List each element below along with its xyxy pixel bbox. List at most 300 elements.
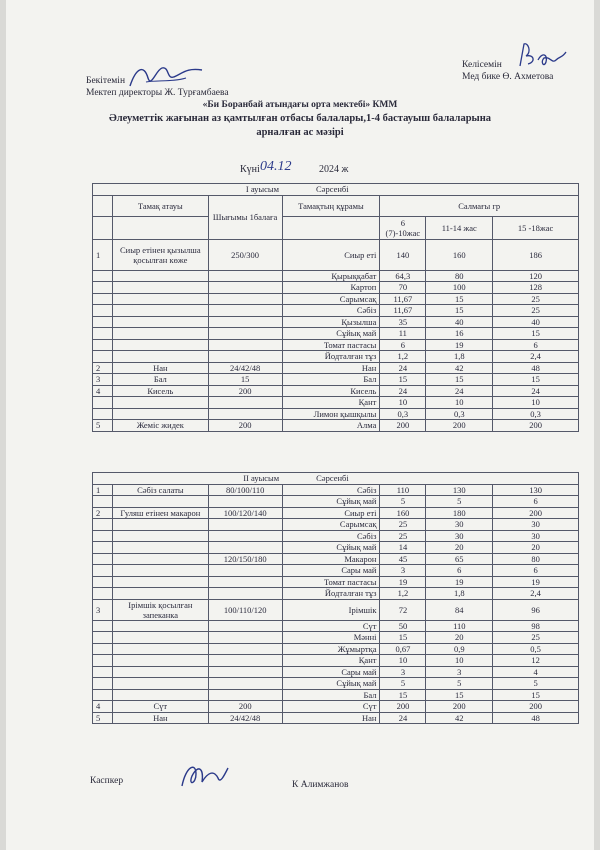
weight-11-14: 160	[426, 239, 493, 270]
row-number: 4	[93, 701, 113, 713]
weight-15-18: 128	[493, 282, 579, 294]
row-number	[93, 519, 113, 531]
cook-name: К Алимжанов	[292, 780, 349, 790]
portion	[208, 397, 282, 409]
dish-name: Гуляш етінен макарон	[112, 507, 208, 519]
col-header-ingredients: Тамақтың құрамы	[282, 195, 380, 216]
portion	[208, 270, 282, 282]
table-row	[93, 632, 579, 644]
portion	[208, 519, 282, 531]
weight-15-18: 6	[493, 339, 579, 351]
dish-name	[112, 643, 208, 655]
ingredient: Картоп	[282, 282, 380, 294]
row-number	[93, 305, 113, 317]
table-row	[93, 397, 579, 409]
weight-11-14: 3	[426, 666, 493, 678]
ingredient: Сәбіз	[282, 484, 380, 496]
weight-11-14: 30	[426, 519, 493, 531]
dish-name: Жеміс жидек	[112, 420, 208, 432]
row-number: 2	[93, 362, 113, 374]
row-number	[93, 316, 113, 328]
row-number	[93, 282, 113, 294]
weight-15-18: 24	[493, 385, 579, 397]
row-number: 5	[93, 712, 113, 724]
weight-11-14: 30	[426, 530, 493, 542]
weight-15-18: 25	[493, 305, 579, 317]
weight-15-18: 0,5	[493, 643, 579, 655]
weight-15-18: 186	[493, 239, 579, 270]
weight-6-10: 0,67	[380, 643, 426, 655]
weight-6-10: 11,67	[380, 293, 426, 305]
portion	[208, 542, 282, 554]
ingredient: Сүт	[282, 620, 380, 632]
row-number: 3	[93, 374, 113, 386]
age-row	[93, 216, 579, 239]
dish-name: Сүт	[112, 701, 208, 713]
table-row	[93, 643, 579, 655]
weight-11-14: 20	[426, 542, 493, 554]
weight-11-14: 19	[426, 339, 493, 351]
weight-15-18: 2,4	[493, 588, 579, 600]
weight-6-10: 11,67	[380, 305, 426, 317]
shift-row	[93, 473, 579, 485]
dish-name	[112, 666, 208, 678]
weight-15-18: 6	[493, 565, 579, 577]
ingredient: Сарымсақ	[282, 293, 380, 305]
portion	[208, 496, 282, 508]
weight-6-10: 1,2	[380, 588, 426, 600]
weight-15-18: 96	[493, 599, 579, 620]
age-header-2: 11-14 жас	[426, 216, 493, 239]
table-row	[93, 305, 579, 317]
ingredient: Йодталған тұз	[282, 351, 380, 363]
cook-signature	[174, 756, 234, 796]
row-number	[93, 270, 113, 282]
weight-11-14: 16	[426, 328, 493, 340]
dish-name	[112, 397, 208, 409]
table-row	[93, 293, 579, 305]
weight-15-18: 25	[493, 632, 579, 644]
weight-11-14: 15	[426, 293, 493, 305]
dish-name	[112, 351, 208, 363]
portion	[208, 565, 282, 577]
weight-6-10: 19	[380, 576, 426, 588]
cook-label: Каспкер	[90, 776, 124, 786]
weight-11-14: 0,9	[426, 643, 493, 655]
weight-11-14: 10	[426, 655, 493, 667]
weight-15-18: 15	[493, 374, 579, 386]
row-number: 5	[93, 420, 113, 432]
portion	[208, 632, 282, 644]
table-row	[93, 316, 579, 328]
weight-15-18: 15	[493, 689, 579, 701]
portion	[208, 643, 282, 655]
col-header-dish: Тамақ атауы	[112, 195, 208, 216]
ingredient: Нан	[282, 712, 380, 724]
dish-name	[112, 542, 208, 554]
weight-11-14: 19	[426, 576, 493, 588]
weight-11-14: 15	[426, 374, 493, 386]
dish-name	[112, 689, 208, 701]
weight-15-18: 40	[493, 316, 579, 328]
header-row	[93, 195, 579, 216]
ingredient: Томат пастасы	[282, 576, 380, 588]
agreed-label: Келісемін	[462, 60, 502, 70]
dish-name	[112, 565, 208, 577]
weight-11-14: 130	[426, 484, 493, 496]
weight-15-18: 98	[493, 620, 579, 632]
weight-6-10: 45	[380, 553, 426, 565]
weight-11-14: 10	[426, 397, 493, 409]
weight-11-14: 40	[426, 316, 493, 328]
weight-11-14: 24	[426, 385, 493, 397]
dish-name	[112, 339, 208, 351]
weight-15-18: 10	[493, 397, 579, 409]
portion	[208, 316, 282, 328]
ingredient: Сиыр еті	[282, 239, 380, 270]
weight-6-10: 5	[380, 678, 426, 690]
row-number	[93, 530, 113, 542]
weight-6-10: 200	[380, 701, 426, 713]
dish-name: Сәбіз салаты	[112, 484, 208, 496]
ingredient: Сұйық май	[282, 328, 380, 340]
dish-name	[112, 408, 208, 420]
date-label: Күні	[240, 164, 260, 175]
weight-15-18: 200	[493, 420, 579, 432]
dish-name: Ірімшік қосылған запеканка	[112, 599, 208, 620]
table-row	[93, 599, 579, 620]
weight-11-14: 1,8	[426, 351, 493, 363]
table-row	[93, 374, 579, 386]
director-signature	[126, 58, 206, 92]
weight-6-10: 140	[380, 239, 426, 270]
weight-6-10: 15	[380, 374, 426, 386]
table-row	[93, 689, 579, 701]
table-row	[93, 484, 579, 496]
ingredient: Сұйық май	[282, 678, 380, 690]
dish-name	[112, 328, 208, 340]
table-row	[93, 553, 579, 565]
ingredient: Ірімшік	[282, 599, 380, 620]
weight-6-10: 64,3	[380, 270, 426, 282]
weight-15-18: 120	[493, 270, 579, 282]
dish-name	[112, 496, 208, 508]
weight-6-10: 11	[380, 328, 426, 340]
portion	[208, 282, 282, 294]
nurse-line: Мед бике Ө. Ахметова	[462, 72, 554, 82]
weight-15-18: 12	[493, 655, 579, 667]
weight-6-10: 3	[380, 565, 426, 577]
dish-name	[112, 576, 208, 588]
table-row	[93, 282, 579, 294]
weight-15-18: 4	[493, 666, 579, 678]
age-header-3: 15 -18жас	[493, 216, 579, 239]
table-row	[93, 655, 579, 667]
portion	[208, 408, 282, 420]
weight-6-10: 5	[380, 496, 426, 508]
row-number	[93, 576, 113, 588]
weight-6-10: 160	[380, 507, 426, 519]
title-line-3: арналған ас мәзірі	[256, 127, 344, 138]
weight-6-10: 1,2	[380, 351, 426, 363]
portion	[208, 339, 282, 351]
row-number	[93, 542, 113, 554]
ingredient: Нан	[282, 362, 380, 374]
nurse-signature	[514, 38, 574, 72]
ingredient: Сәбіз	[282, 530, 380, 542]
table-row	[93, 385, 579, 397]
table-row	[93, 588, 579, 600]
weight-11-14: 15	[426, 689, 493, 701]
weight-11-14: 80	[426, 270, 493, 282]
row-number: 1	[93, 484, 113, 496]
ingredient: Сәбіз	[282, 305, 380, 317]
menu-table-shift-2	[92, 472, 579, 724]
date-handwritten: 04.12	[260, 159, 292, 174]
ingredient: Кисель	[282, 385, 380, 397]
ingredient: Сиыр еті	[282, 507, 380, 519]
weight-6-10: 50	[380, 620, 426, 632]
portion: 200	[208, 420, 282, 432]
weight-11-14: 5	[426, 678, 493, 690]
row-number	[93, 620, 113, 632]
weight-11-14: 200	[426, 420, 493, 432]
dish-name	[112, 530, 208, 542]
portion: 15	[208, 374, 282, 386]
ingredient: Сүт	[282, 701, 380, 713]
weight-15-18: 19	[493, 576, 579, 588]
dish-name	[112, 678, 208, 690]
weight-11-14: 20	[426, 632, 493, 644]
ingredient: Сарымсақ	[282, 519, 380, 531]
weight-15-18: 15	[493, 328, 579, 340]
row-number: 3	[93, 599, 113, 620]
weight-6-10: 15	[380, 689, 426, 701]
weight-6-10: 24	[380, 712, 426, 724]
weight-6-10: 14	[380, 542, 426, 554]
ingredient: Қант	[282, 397, 380, 409]
table-row	[93, 408, 579, 420]
weight-11-14: 1,8	[426, 588, 493, 600]
weight-11-14: 200	[426, 701, 493, 713]
weight-11-14: 15	[426, 305, 493, 317]
portion	[208, 351, 282, 363]
weight-15-18: 6	[493, 496, 579, 508]
portion: 100/120/140	[208, 507, 282, 519]
dish-name: Нан	[112, 712, 208, 724]
weight-11-14: 42	[426, 712, 493, 724]
title-line-2: Әлеуметтік жағынан аз қамтылған отбасы балалары,1-4 бастауыш балаларына	[108, 113, 492, 124]
table-row	[93, 565, 579, 577]
weight-11-14: 0,3	[426, 408, 493, 420]
dish-name	[112, 270, 208, 282]
weight-11-14: 65	[426, 553, 493, 565]
weight-6-10: 70	[380, 282, 426, 294]
row-number: 4	[93, 385, 113, 397]
weight-6-10: 25	[380, 519, 426, 531]
row-number	[93, 666, 113, 678]
weight-15-18: 30	[493, 519, 579, 531]
weight-6-10: 15	[380, 632, 426, 644]
portion: 100/110/120	[208, 599, 282, 620]
weight-15-18: 2,4	[493, 351, 579, 363]
table-row	[93, 351, 579, 363]
portion: 80/100/110	[208, 484, 282, 496]
shift-label: I ауысым	[93, 184, 283, 196]
table-row	[93, 270, 579, 282]
portion	[208, 666, 282, 678]
portion	[208, 328, 282, 340]
weight-11-14: 6	[426, 565, 493, 577]
table-row	[93, 678, 579, 690]
weight-6-10: 0,3	[380, 408, 426, 420]
ingredient: Лимон қышқылы	[282, 408, 380, 420]
date-year: 2024 ж	[319, 164, 349, 175]
row-number	[93, 689, 113, 701]
weight-11-14: 110	[426, 620, 493, 632]
ingredient: Алма	[282, 420, 380, 432]
table-row	[93, 507, 579, 519]
ingredient: Йодталған тұз	[282, 588, 380, 600]
row-number	[93, 643, 113, 655]
weight-15-18: 5	[493, 678, 579, 690]
weight-11-14: 100	[426, 282, 493, 294]
row-number	[93, 339, 113, 351]
weight-15-18: 80	[493, 553, 579, 565]
director-line: Мектеп директоры Ж. Турғамбаева	[86, 88, 229, 98]
ingredient: Макарон	[282, 553, 380, 565]
ingredient: Сұйық май	[282, 542, 380, 554]
weight-11-14: 84	[426, 599, 493, 620]
weight-11-14: 42	[426, 362, 493, 374]
dish-name	[112, 620, 208, 632]
table-row	[93, 420, 579, 432]
table-row	[93, 496, 579, 508]
portion: 24/42/48	[208, 362, 282, 374]
row-number: 2	[93, 507, 113, 519]
row-number	[93, 328, 113, 340]
ingredient: Қырыққабат	[282, 270, 380, 282]
row-number	[93, 565, 113, 577]
col-header-weight: Салмағы гр	[380, 195, 579, 216]
ingredient: Мәнні	[282, 632, 380, 644]
row-number	[93, 632, 113, 644]
dish-name	[112, 588, 208, 600]
row-number	[93, 588, 113, 600]
portion	[208, 305, 282, 317]
table-row	[93, 519, 579, 531]
weight-6-10: 25	[380, 530, 426, 542]
dish-name: Кисель	[112, 385, 208, 397]
table-row	[93, 339, 579, 351]
ingredient: Сары май	[282, 666, 380, 678]
portion	[208, 655, 282, 667]
row-number	[93, 655, 113, 667]
portion: 120/150/180	[208, 553, 282, 565]
portion	[208, 588, 282, 600]
weight-15-18: 200	[493, 701, 579, 713]
portion: 200	[208, 701, 282, 713]
dish-name	[112, 632, 208, 644]
menu-document	[6, 0, 594, 850]
age-header-1: 6 (7)-10жас	[380, 216, 426, 239]
table-row	[93, 542, 579, 554]
weight-6-10: 24	[380, 385, 426, 397]
table-row	[93, 328, 579, 340]
weight-15-18: 0,3	[493, 408, 579, 420]
dish-name	[112, 282, 208, 294]
dish-name: Бал	[112, 374, 208, 386]
dish-name	[112, 293, 208, 305]
row-number	[93, 351, 113, 363]
ingredient: Қызылша	[282, 316, 380, 328]
approved-label: Бекітемін	[86, 76, 126, 86]
row-number	[93, 553, 113, 565]
shift-label: II ауысым	[93, 473, 283, 485]
weight-15-18: 200	[493, 507, 579, 519]
weight-6-10: 10	[380, 655, 426, 667]
portion	[208, 678, 282, 690]
ingredient: Қант	[282, 655, 380, 667]
dish-name	[112, 316, 208, 328]
weight-11-14: 5	[426, 496, 493, 508]
row-number	[93, 678, 113, 690]
portion	[208, 620, 282, 632]
dish-name: Нан	[112, 362, 208, 374]
portion	[208, 689, 282, 701]
portion: 200	[208, 385, 282, 397]
weight-6-10: 10	[380, 397, 426, 409]
weight-6-10: 72	[380, 599, 426, 620]
weight-15-18: 48	[493, 712, 579, 724]
shift-row	[93, 184, 579, 196]
school-name: «Би Боранбай атындағы орта мектебі» КММ	[202, 100, 398, 110]
weight-15-18: 30	[493, 530, 579, 542]
dish-name	[112, 655, 208, 667]
weight-15-18: 20	[493, 542, 579, 554]
day-label: Сәрсенбі	[282, 184, 579, 196]
portion	[208, 293, 282, 305]
day-label: Сәрсенбі	[282, 473, 578, 485]
ingredient: Бал	[282, 689, 380, 701]
portion	[208, 576, 282, 588]
table-row	[93, 666, 579, 678]
ingredient: Бал	[282, 374, 380, 386]
ingredient: Жұмыртқа	[282, 643, 380, 655]
weight-6-10: 6	[380, 339, 426, 351]
table-row	[93, 530, 579, 542]
table-row	[93, 701, 579, 713]
dish-name	[112, 305, 208, 317]
weight-15-18: 130	[493, 484, 579, 496]
row-number	[93, 496, 113, 508]
portion: 250/300	[208, 239, 282, 270]
dish-name	[112, 553, 208, 565]
weight-6-10: 3	[380, 666, 426, 678]
portion: 24/42/48	[208, 712, 282, 724]
table-row	[93, 712, 579, 724]
dish-name: Сиыр етінен қызылша қосылған көже	[112, 239, 208, 270]
col-header-portion: Шығымы 1балаға	[208, 195, 282, 239]
table-row	[93, 576, 579, 588]
table-row	[93, 620, 579, 632]
menu-table-shift-1	[92, 183, 579, 432]
table-row	[93, 239, 579, 270]
weight-6-10: 200	[380, 420, 426, 432]
portion	[208, 530, 282, 542]
weight-6-10: 35	[380, 316, 426, 328]
dish-name	[112, 519, 208, 531]
